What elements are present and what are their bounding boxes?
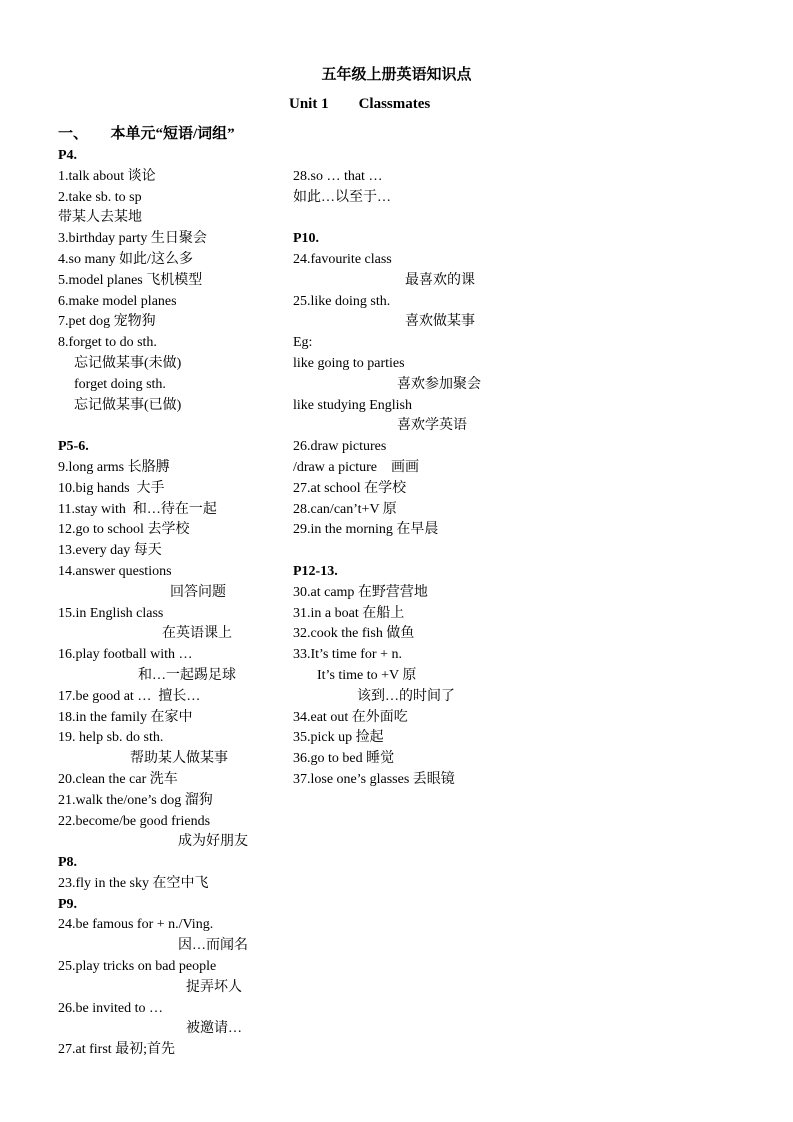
- phrase-line: 1.talk about 谈论: [58, 168, 156, 184]
- phrase-line: 35.pick up 捡起: [293, 730, 384, 746]
- page-reference-heading: P12-13.: [293, 563, 338, 579]
- blank-line: [293, 541, 553, 562]
- phrase-line: 因…而闻名: [178, 938, 248, 954]
- left-column: [58, 146, 288, 1061]
- phrase-line: 26.be invited to …: [58, 1000, 163, 1016]
- page-reference-heading: P5-6.: [58, 439, 89, 455]
- phrase-line: like studying English: [293, 397, 412, 413]
- phrase-line: 如此…以至于…: [293, 189, 391, 205]
- phrase-line: 28.so … that …: [293, 168, 383, 184]
- phrase-line: 和…一起踢足球: [138, 667, 236, 683]
- phrase-line: 13.every day 每天: [58, 543, 162, 559]
- phrase-line: 27.at school 在学校: [293, 480, 407, 496]
- page-reference-heading: P8.: [58, 855, 78, 871]
- phrase-line: 29.in the morning 在早晨: [293, 522, 439, 538]
- phrase-line: 7.pet dog 宠物狗: [58, 314, 156, 330]
- phrase-line: 21.walk the/one’s dog 溜狗: [58, 792, 213, 808]
- phrase-line: 23.fly in the sky 在空中飞: [58, 875, 209, 891]
- phrase-line: 10.big hands 大手: [58, 480, 165, 496]
- phrase-line: 22.become/be good friends: [58, 813, 211, 829]
- phrase-line: 3.birthday party 生日聚会: [58, 231, 207, 247]
- blank-line: [293, 146, 553, 167]
- phrase-line: 喜欢参加聚会: [397, 376, 481, 392]
- phrase-line: 15.in English class: [58, 605, 164, 621]
- phrase-line: 9.long arms 长胳膊: [58, 459, 170, 475]
- phrase-line: 28.can/can’t+V 原: [293, 501, 397, 517]
- phrase-line: 16.play football with …: [58, 647, 193, 663]
- phrase-line: 回答问题: [170, 584, 226, 600]
- phrase-line: 帮助某人做某事: [130, 751, 228, 767]
- phrase-line: It’s time to +V 原: [317, 667, 417, 683]
- phrase-line: 17.be good at … 擅长…: [58, 688, 201, 704]
- phrase-line: 24.favourite class: [293, 251, 392, 267]
- section-heading: 一、 本单元“短语/词组”: [58, 126, 235, 142]
- phrase-line: 8.forget to do sth.: [58, 335, 157, 351]
- phrase-line: 喜欢做某事: [405, 314, 475, 330]
- document-title: 五年级上册英语知识点: [321, 67, 472, 83]
- phrase-line: 30.at camp 在野营营地: [293, 584, 428, 600]
- phrase-line: 喜欢学英语: [397, 418, 467, 434]
- phrase-line: Eg:: [293, 335, 313, 351]
- page-reference-heading: P9.: [58, 896, 78, 912]
- phrase-line: forget doing sth.: [74, 376, 166, 392]
- phrase-line: 11.stay with 和…待在一起: [58, 501, 217, 517]
- phrase-line: 37.lose one’s glasses 丢眼镜: [293, 771, 455, 787]
- blank-line: [293, 208, 553, 229]
- phrase-line: 4.so many 如此/这么多: [58, 251, 193, 267]
- phrase-line: 25.like doing sth.: [293, 293, 391, 309]
- phrase-line: 32.cook the fish 做鱼: [293, 626, 415, 642]
- phrase-line: 5.model planes 飞机模型: [58, 272, 203, 288]
- phrase-line: 被邀请…: [186, 1021, 242, 1037]
- phrase-line: 19. help sb. do sth.: [58, 730, 164, 746]
- phrase-line: 31.in a boat 在船上: [293, 605, 405, 621]
- phrase-line: 25.play tricks on bad people: [58, 959, 217, 975]
- phrase-line: 20.clean the car 洗车: [58, 771, 178, 787]
- unit-heading: Unit 1 Classmates: [289, 96, 431, 112]
- phrase-line: 33.It’s time for + n.: [293, 647, 402, 663]
- right-column: [293, 146, 553, 791]
- phrase-line: 最喜欢的课: [405, 272, 475, 288]
- phrase-line: 2.take sb. to sp: [58, 189, 142, 205]
- phrase-line: like going to parties: [293, 355, 405, 371]
- phrase-line: 捉弄坏人: [186, 979, 242, 995]
- phrase-line: 26.draw pictures: [293, 439, 387, 455]
- phrase-line: 12.go to school 去学校: [58, 522, 190, 538]
- phrase-line: 忘记做某事(已做): [74, 397, 182, 413]
- phrase-line: 忘记做某事(未做): [74, 355, 182, 371]
- phrase-line: 27.at first 最初;首先: [58, 1042, 176, 1058]
- phrase-line: 带某人去某地: [58, 210, 142, 226]
- phrase-line: 该到…的时间了: [357, 688, 455, 704]
- phrase-line: 18.in the family 在家中: [58, 709, 193, 725]
- phrase-line: 24.be famous for + n./Ving.: [58, 917, 214, 933]
- phrase-line: 成为好朋友: [178, 834, 248, 850]
- phrase-line: /draw a picture 画画: [293, 459, 419, 475]
- phrase-line: 14.answer questions: [58, 563, 172, 579]
- blank-line: [58, 416, 288, 437]
- phrase-line: 34.eat out 在外面吃: [293, 709, 408, 725]
- phrase-line: 在英语课上: [162, 626, 232, 642]
- page-reference-heading: P4.: [58, 148, 78, 163]
- phrase-line: 6.make model planes: [58, 293, 177, 309]
- page-reference-heading: P10.: [293, 231, 320, 247]
- phrase-line: 36.go to bed 睡觉: [293, 751, 395, 767]
